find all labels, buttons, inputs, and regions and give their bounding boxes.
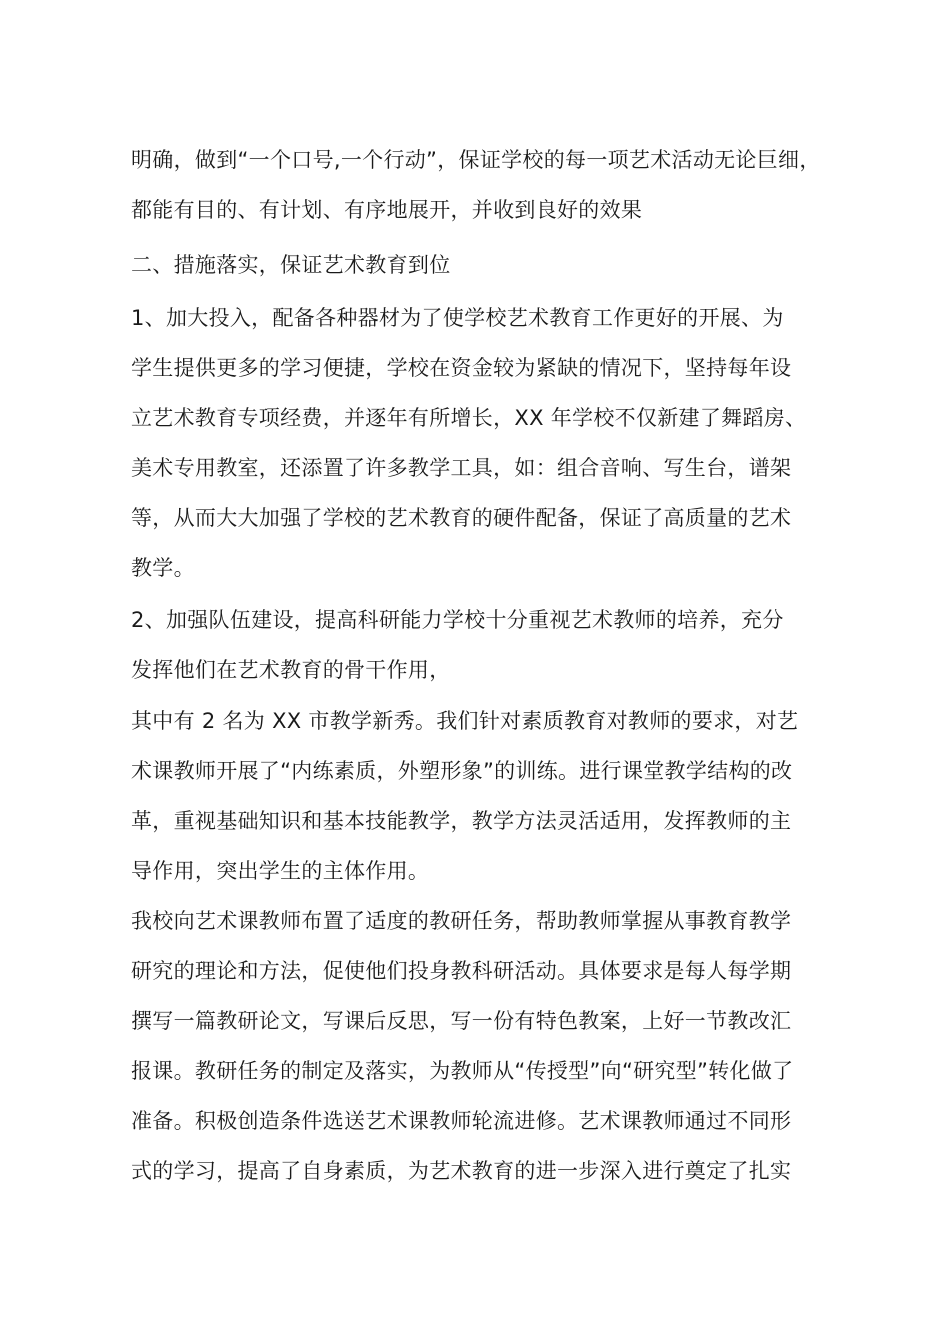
text-line: 术课教师开展了“内练素质，外塑形象”的训练。进行课堂教学结构的改 — [131, 759, 793, 783]
text-line: 报课。教研任务的制定及落实，为教师从“传授型”向“研究型”转化做了 — [131, 1059, 794, 1083]
text-line: 学生提供更多的学习便捷，学校在资金较为紧缺的情况下，坚持每年设 — [131, 356, 792, 380]
section-heading: 二、措施落实，保证艺术教育到位 — [131, 253, 451, 277]
text-line: 其中有 2 名为 XX 市教学新秀。我们针对素质教育对教师的要求，对艺 — [131, 709, 799, 733]
text-line: 1、加大投入，配备各种器材为了使学校艺术教育工作更好的开展、为 — [131, 306, 784, 330]
text-line: 准备。积极创造条件选送艺术课教师轮流进修。艺术课教师通过不同形 — [131, 1109, 792, 1133]
text-line: 等，从而大大加强了学校的艺术教育的硬件配备，保证了高质量的艺术 — [131, 506, 792, 530]
text-line: 撰写一篇教研论文，写课后反思，写一份有特色教案，上好一节教改汇 — [131, 1009, 792, 1033]
text-line: 2、加强队伍建设，提高科研能力学校十分重视艺术教师的培养，充分 — [131, 608, 784, 632]
text-line: 研究的理论和方法，促使他们投身教科研活动。具体要求是每人每学期 — [131, 959, 792, 983]
text-line: 发挥他们在艺术教育的骨干作用， — [131, 658, 451, 682]
text-line: 革，重视基础知识和基本技能教学，教学方法灵活适用，发挥教师的主 — [131, 809, 792, 833]
text-line: 教学。 — [131, 556, 195, 580]
text-line: 我校向艺术课教师布置了适度的教研任务，帮助教师掌握从事教育教学 — [131, 909, 792, 933]
text-line: 导作用，突出学生的主体作用。 — [131, 859, 430, 883]
text-line: 立艺术教育专项经费，并逐年有所增长，XX 年学校不仅新建了舞蹈房、 — [131, 406, 807, 430]
text-line: 式的学习，提高了自身素质，为艺术教育的进一步深入进行奠定了扎实 — [131, 1159, 792, 1183]
text-line: 明确，做到“一个口号,一个行动”，保证学校的每一项艺术活动无论巨细， — [131, 148, 821, 172]
text-line: 都能有目的、有计划、有序地展开，并收到良好的效果 — [131, 198, 643, 222]
text-line: 美术专用教室，还添置了许多教学工具，如：组合音响、写生台，谱架 — [131, 456, 792, 480]
